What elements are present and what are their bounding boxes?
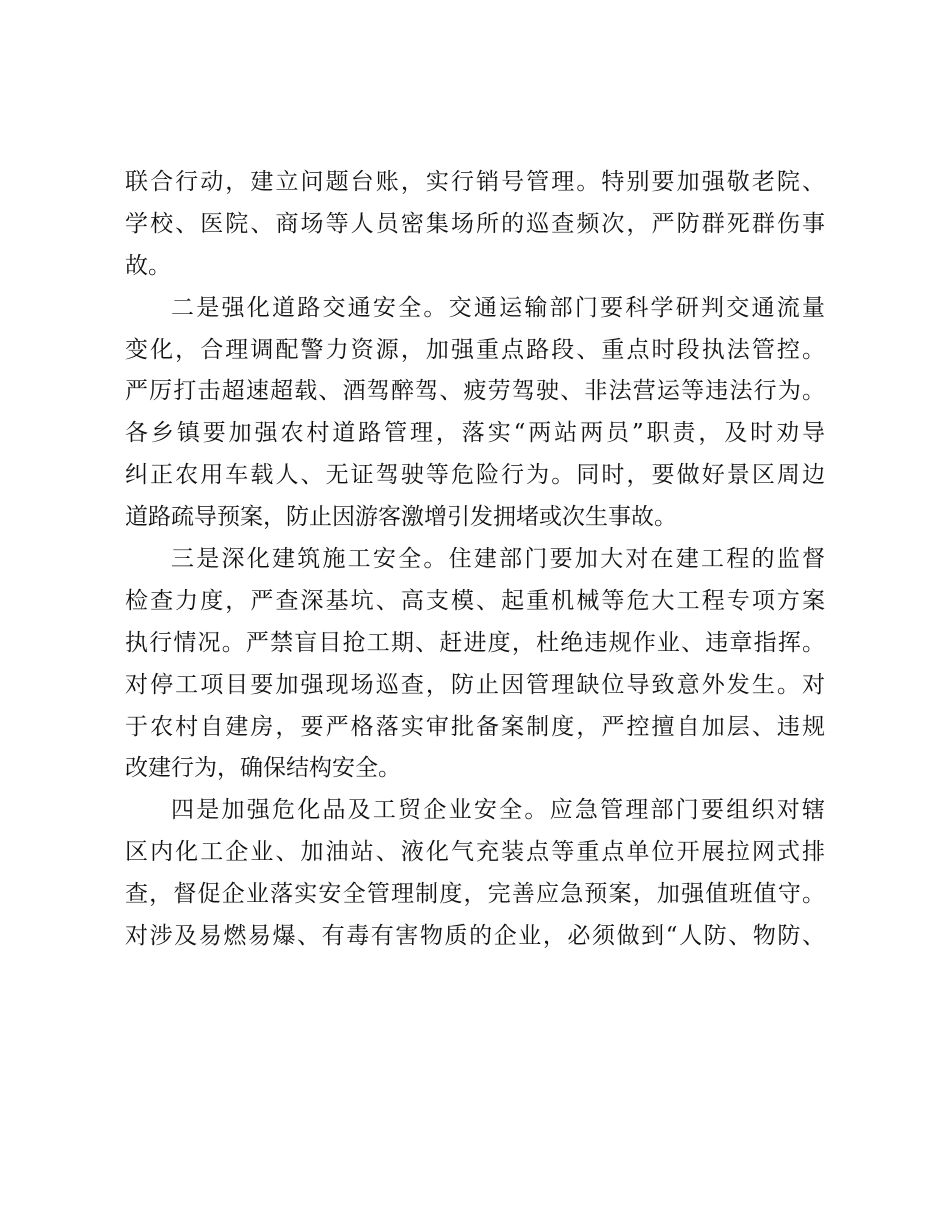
paragraph xyxy=(125,539,825,790)
text-line: 四是加强危化品及工贸企业安全。应急管理部门要组织对辖 xyxy=(171,797,825,824)
text-line: 三是深化建筑施工安全。住建部门要加大对在建工程的监督 xyxy=(171,546,825,573)
text-line: 变化，合理调配警力资源，加强重点路段、重点时段执法管控。 xyxy=(125,336,825,363)
text-line: 各乡镇要加强农村道路管理，落实“两站两员”职责，及时劝导 xyxy=(125,420,825,447)
paragraph xyxy=(125,162,825,288)
text-line: 严厉打击超速超载、酒驾醉驾、疲劳驾驶、非法营运等违法行为。 xyxy=(125,378,825,405)
text-line: 查，督促企业落实安全管理制度，完善应急预案，加强值班值守。 xyxy=(125,881,825,908)
text-line: 二是强化道路交通安全。交通运输部门要科学研判交通流量 xyxy=(171,294,825,321)
text-line: 纠正农用车载人、无证驾驶等危险行为。同时，要做好景区周边 xyxy=(125,462,825,489)
text-line: 联合行动，建立问题台账，实行销号管理。特别要加强敬老院、 xyxy=(125,169,825,195)
text-line: 改建行为，确保结构安全。 xyxy=(125,755,401,782)
text-line: 区内化工企业、加油站、液化气充装点等重点单位开展拉网式排 xyxy=(125,839,825,866)
text-line: 道路疏导预案，防止因游客激增引发拥堵或次生事故。 xyxy=(125,504,677,531)
paragraph xyxy=(125,288,825,539)
text-line: 学校、医院、商场等人员密集场所的巡查频次，严防群死群伤事 xyxy=(125,210,825,237)
document-body xyxy=(125,162,825,958)
text-line: 对涉及易燃易爆、有毒有害物质的企业，必须做到“人防、物防、 xyxy=(125,923,825,950)
text-line: 执行情况。严禁盲目抢工期、赶进度，杜绝违规作业、违章指挥。 xyxy=(125,629,825,656)
text-line: 故。 xyxy=(125,252,171,279)
paragraph xyxy=(125,790,825,958)
text-line: 检查力度，严查深基坑、高支模、起重机械等危大工程专项方案 xyxy=(125,587,825,614)
text-line: 于农村自建房，要严格落实审批备案制度，严控擅自加层、违规 xyxy=(125,713,825,740)
text-line: 对停工项目要加强现场巡查，防止因管理缺位导致意外发生。对 xyxy=(125,671,825,698)
